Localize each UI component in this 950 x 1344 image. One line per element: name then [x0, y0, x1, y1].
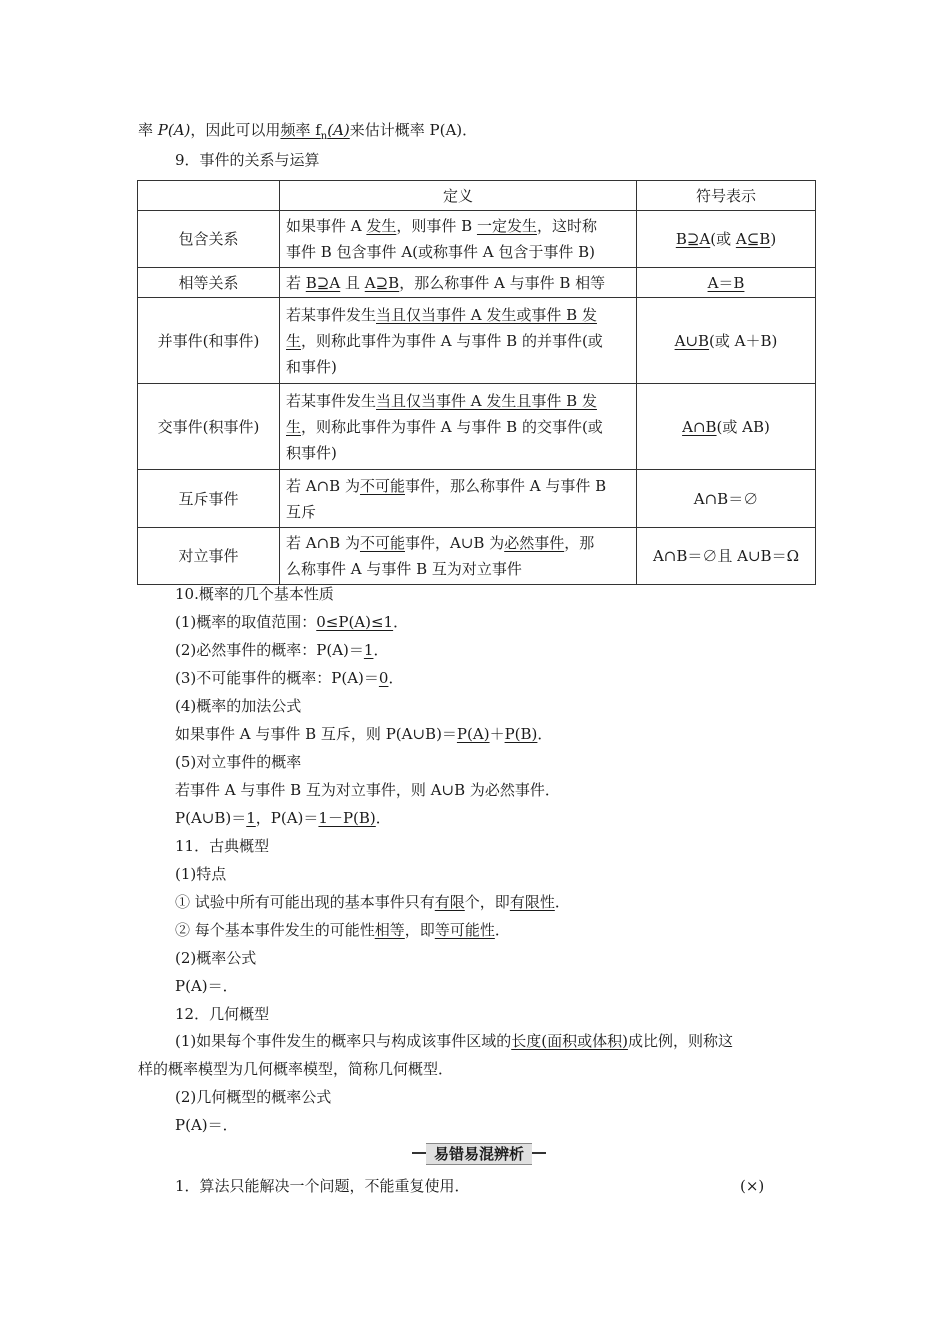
section-11-title: 11．古典概型 — [175, 837, 270, 855]
classical-formula: P(A)＝． — [175, 977, 238, 995]
table-row — [138, 528, 816, 585]
geometric-definition: (1)如果每个事件发生的概率只与构成该事件区域的长度(面积或体积)成比例，则称这 — [175, 1032, 733, 1050]
geometric-formula: P(A)＝． — [175, 1116, 238, 1134]
badge-label: 易错易混辨析 — [426, 1143, 532, 1165]
property-complement-formula: P(A∪B)＝1，P(A)＝1－P(B)． — [175, 809, 391, 827]
relation-name: 对立事件 — [138, 528, 280, 585]
property-range: (1)概率的取值范围：0≤P(A)≤1． — [175, 613, 409, 631]
relation-definition: 若某事件发生当且仅当事件 A 发生且事件 B 发 生，则称此事件为事件 A 与事件 B 的交事件(或 积事件) — [280, 384, 637, 470]
relation-symbol: A∩B＝∅ — [637, 470, 816, 528]
property-addition-formula: 如果事件 A 与事件 B 互斥，则 P(A∪B)＝P(A)＋P(B)． — [175, 725, 553, 743]
classical-feature-1: ① 试验中所有可能出现的基本事件只有有限个，即有限性． — [175, 893, 570, 911]
geometric-formula-title: (2)几何概型的概率公式 — [175, 1088, 332, 1106]
table-row — [138, 298, 816, 384]
section-badge — [412, 1143, 546, 1163]
relation-name: 相等关系 — [138, 268, 280, 298]
property-addition-title: (4)概率的加法公式 — [175, 697, 302, 715]
table-header-row — [138, 181, 816, 211]
section-10-title: 10.概率的几个基本性质 — [175, 585, 334, 603]
relation-definition: 若 A∩B 为不可能事件，A∪B 为必然事件，那 么称事件 A 与事件 B 互为对立事件 — [280, 528, 637, 585]
property-complement-text: 若事件 A 与事件 B 互为对立事件，则 A∪B 为必然事件． — [175, 781, 560, 799]
property-impossible: (3)不可能事件的概率：P(A)＝0． — [175, 669, 404, 687]
relation-definition: 如果事件 A 发生，则事件 B 一定发生，这时称 事件 B 包含事件 A(或称事件 A 包含于事件 B) — [280, 211, 637, 268]
relation-symbol: B⊇A(或 A⊆B) — [637, 211, 816, 268]
header-cell: 符号表示 — [637, 181, 816, 211]
header-cell — [138, 181, 280, 211]
property-certain: (2)必然事件的概率：P(A)＝1． — [175, 641, 389, 659]
section-9-title: 9．事件的关系与运算 — [175, 151, 320, 169]
property-complement-title: (5)对立事件的概率 — [175, 753, 302, 771]
table-row — [138, 384, 816, 470]
relation-symbol: A∩B＝∅且 A∪B＝Ω — [637, 528, 816, 585]
relation-name: 包含关系 — [138, 211, 280, 268]
text-line-frequency: 率 P(A)，因此可以用频率 $f_n(A)$来估计概率 P(A)． — [138, 121, 478, 142]
table-row — [138, 470, 816, 528]
header-cell: 定义 — [280, 181, 637, 211]
relation-definition: 若 A∩B 为不可能事件，那么称事件 A 与事件 B 互斥 — [280, 470, 637, 528]
relation-symbol: A＝B — [637, 268, 816, 298]
relation-symbol: A∩B(或 AB) — [637, 384, 816, 470]
relation-name: 互斥事件 — [138, 470, 280, 528]
table-row — [138, 268, 816, 298]
question-1: 1．算法只能解决一个问题，不能重复使用． — [175, 1177, 470, 1195]
question-1-mark: (×) — [740, 1177, 765, 1195]
geometric-definition-cont: 样的概率模型为几何概率模型，简称几何概型． — [138, 1060, 454, 1078]
classical-feature-2: ② 每个基本事件发生的可能性相等，即等可能性． — [175, 921, 510, 939]
relation-name: 并事件(和事件) — [138, 298, 280, 384]
table-row — [138, 211, 816, 268]
classical-features-title: (1)特点 — [175, 865, 227, 883]
classical-formula-title: (2)概率公式 — [175, 949, 257, 967]
relation-name: 交事件(积事件) — [138, 384, 280, 470]
relation-definition: 若 B⊇A 且 A⊇B，那么称事件 A 与事件 B 相等 — [280, 268, 637, 298]
relation-symbol: A∪B(或 A＋B) — [637, 298, 816, 384]
event-relations-table — [137, 180, 816, 585]
section-12-title: 12．几何概型 — [175, 1005, 270, 1023]
relation-definition: 若某事件发生当且仅当事件 A 发生或事件 B 发 生，则称此事件为事件 A 与事件 B 的并事件(或 和事件) — [280, 298, 637, 384]
